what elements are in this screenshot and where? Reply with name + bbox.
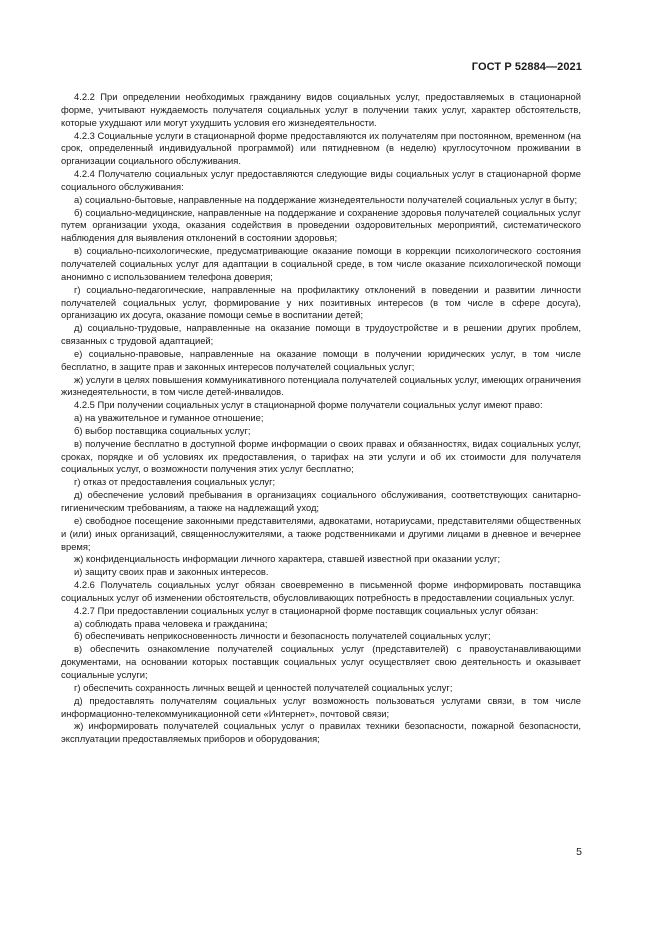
list-item: в) социально-психологические, предусматривающие оказание помощи в коррекции психологического состояния получателей социальных услуг для адаптации в социальной среде, в том числе оказание психологической помощи анонимно с использованием телефона доверия; bbox=[61, 245, 581, 282]
paragraph-4-2-6: 4.2.6 Получатель социальных услуг обязан своевременно в письменной форме информировать поставщика социальных услуг об изменении обстоятельств, обусловливающих потребность в предоставлении социальных услуг. bbox=[61, 579, 581, 603]
list-item: д) предоставлять получателям социальных услуг возможность пользоваться услугами связи, в том числе информационно-телекоммуникационной сети «Интернет», почтовой связи; bbox=[61, 694, 581, 719]
list-item: г) обеспечить сохранность личных вещей и ценностей получателей социальных услуг; bbox=[74, 681, 453, 693]
paragraph-4-2-5: 4.2.5 При получении социальных услуг в стационарной форме получатели социальных услуг имеют право: bbox=[74, 399, 543, 411]
standard-designation: ГОСТ Р 52884—2021 bbox=[471, 61, 582, 73]
paragraph-4-2-3: 4.2.3 Социальные услуги в стационарной форме предоставляются их получателям при постоянном, временном (на срок, определенный индивидуальной программой) или пятидневном (в неделю) круглосуточном проживании в организации социального обслуживания. bbox=[61, 129, 581, 167]
list-item: ж) конфиденциальность информации личного характера, ставшей известной при оказании услуг; bbox=[74, 553, 501, 565]
paragraph-4-2-4: 4.2.4 Получателю социальных услуг предоставляются следующие виды социальных услуг в стационарной форме социального обслуживания: bbox=[61, 168, 581, 192]
list-item: ж) информировать получателей социальных услуг о правилах техники безопасности, пожарной безопасности, эксплуатации предоставляемых приборов и оборудования; bbox=[61, 720, 581, 745]
list-item: а) социально-бытовые, направленные на поддержание жизнедеятельности получателей социальных услуг в быту; bbox=[74, 193, 578, 205]
list-item: д) обеспечение условий пребывания в организациях социального обслуживания, соответствующих санитарно-гигиеническим требованиям, а также на надлежащий уход; bbox=[61, 489, 581, 513]
list-item: ж) услуги в целях повышения коммуникативного потенциала получателей социальных услуг, имеющих ограничения жизнедеятельности, в том числе детей-инвалидов. bbox=[61, 373, 581, 398]
list-item: в) обеспечить ознакомление получателей социальных услуг (представителей) с правоустанавливающими документами, на основании которых поставщик социальных услуг осуществляет свою деятельность и оказывает социальные услуги; bbox=[61, 643, 581, 680]
page-number: 5 bbox=[576, 846, 582, 858]
list-item: е) свободное посещение законными представителями, адвокатами, нотариусами, представителями общественных и (или) иных организаций, священнослужителями, а также родственниками и другими лицами в дневное и вечернее время; bbox=[61, 514, 581, 552]
list-item: д) социально-трудовые, направленные на оказание помощи в трудоустройстве и в решении других проблем, связанных с трудовой адаптацией; bbox=[61, 322, 581, 347]
document-body bbox=[61, 91, 581, 746]
list-item: б) социально-медицинские, направленные на поддержание и сохранение здоровья получателей социальных услуг путем организации ухода, оказания содействия в проведении оздоровительных мероприятий, систематического наблюдения для выявления отклонений в состоянии здоровья; bbox=[61, 206, 581, 244]
list-item: в) получение бесплатно в доступной форме информации о своих правах и обязанностях, видах социальных услуг, сроках, порядке и об условиях их предоставления, о тарифах на эти услуги и об их стоимости для получателя социальных услуг, о возможности получения этих услуг бесплатно; bbox=[61, 437, 581, 475]
paragraph-4-2-2: 4.2.2 При определении необходимых гражданину видов социальных услуг, предоставляемых в стационарной форме, учитывают нуждаемость получателя социальных услуг в получении таких услуг, характер обстоятельств, которые ухудшают или могут ухудшить условия его жизнедеятельности. bbox=[61, 91, 581, 128]
list-item: г) социально-педагогические, направленные на профилактику отклонений в поведении и развитии личности получателей социальных услуг, формирование у них позитивных интересов (в том числе в сфере досуга), организацию их досуга, оказание помощи семье в воспитании детей; bbox=[61, 283, 581, 321]
list-item: б) обеспечивать неприкосновенность личности и безопасность получателей социальных услуг; bbox=[74, 630, 491, 642]
paragraph-4-2-7: 4.2.7 При предоставлении социальных услуг в стационарной форме поставщик социальных услуг обязан: bbox=[74, 604, 539, 616]
list-item: г) отказ от предоставления социальных услуг; bbox=[74, 476, 276, 488]
list-item: и) защиту своих прав и законных интересов. bbox=[74, 566, 269, 578]
list-item: а) соблюдать права человека и гражданина; bbox=[74, 617, 268, 629]
list-item: е) социально-правовые, направленные на оказание помощи в получении юридических услуг, в том числе бесплатно, в защите прав и законных интересов получателей социальных услуг; bbox=[61, 347, 581, 372]
list-item: б) выбор поставщика социальных услуг; bbox=[74, 424, 251, 436]
list-item: а) на уважительное и гуманное отношение; bbox=[74, 412, 264, 424]
